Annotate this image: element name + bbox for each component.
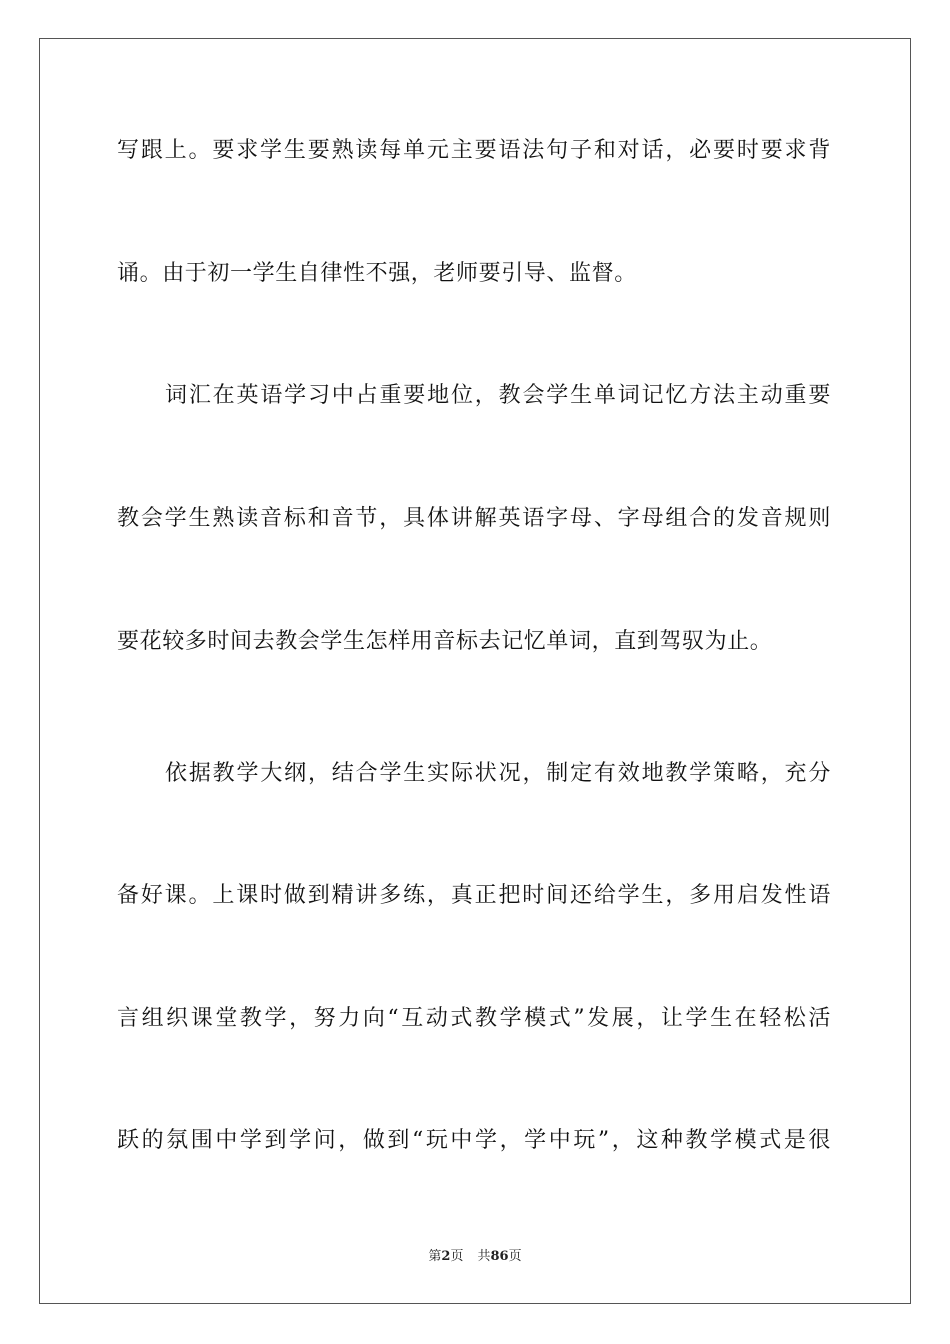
- text-line-2: 诵。由于初一学生自律性不强，老师要引导、监督。: [117, 261, 637, 286]
- total-prefix: 共: [477, 1249, 491, 1264]
- total-pages: 86: [490, 1249, 509, 1264]
- page-suffix: 页: [450, 1249, 464, 1264]
- text-line-3: 词汇在英语学习中占重要地位，教会学生单词记忆方法主动重要: [165, 383, 831, 408]
- text-line-1: 写跟上。要求学生要熟读每单元主要语法句子和对话，必要时要求背: [117, 138, 831, 163]
- total-suffix: 页: [508, 1249, 522, 1264]
- page-footer: [0, 1248, 950, 1266]
- text-line-7: 备好课。上课时做到精讲多练，真正把时间还给学生，多用启发性语: [117, 883, 831, 908]
- text-line-8: 言组织课堂教学，努力向“互动式教学模式”发展，让学生在轻松活: [117, 1006, 831, 1031]
- page-prefix: 第: [428, 1249, 442, 1264]
- text-line-9: 跃的氛围中学到学问，做到“玩中学，学中玩”，这种教学模式是很: [117, 1128, 831, 1153]
- text-line-5: 要花较多时间去教会学生怎样用音标去记忆单词，直到驾驭为止。: [117, 629, 773, 654]
- text-line-6: 依据教学大纲，结合学生实际状况，制定有效地教学策略，充分: [165, 761, 831, 786]
- page-frame: [39, 38, 911, 1304]
- text-line-4: 教会学生熟读音标和音节，具体讲解英语字母、字母组合的发音规则: [117, 506, 831, 531]
- page-number: 2: [441, 1249, 451, 1264]
